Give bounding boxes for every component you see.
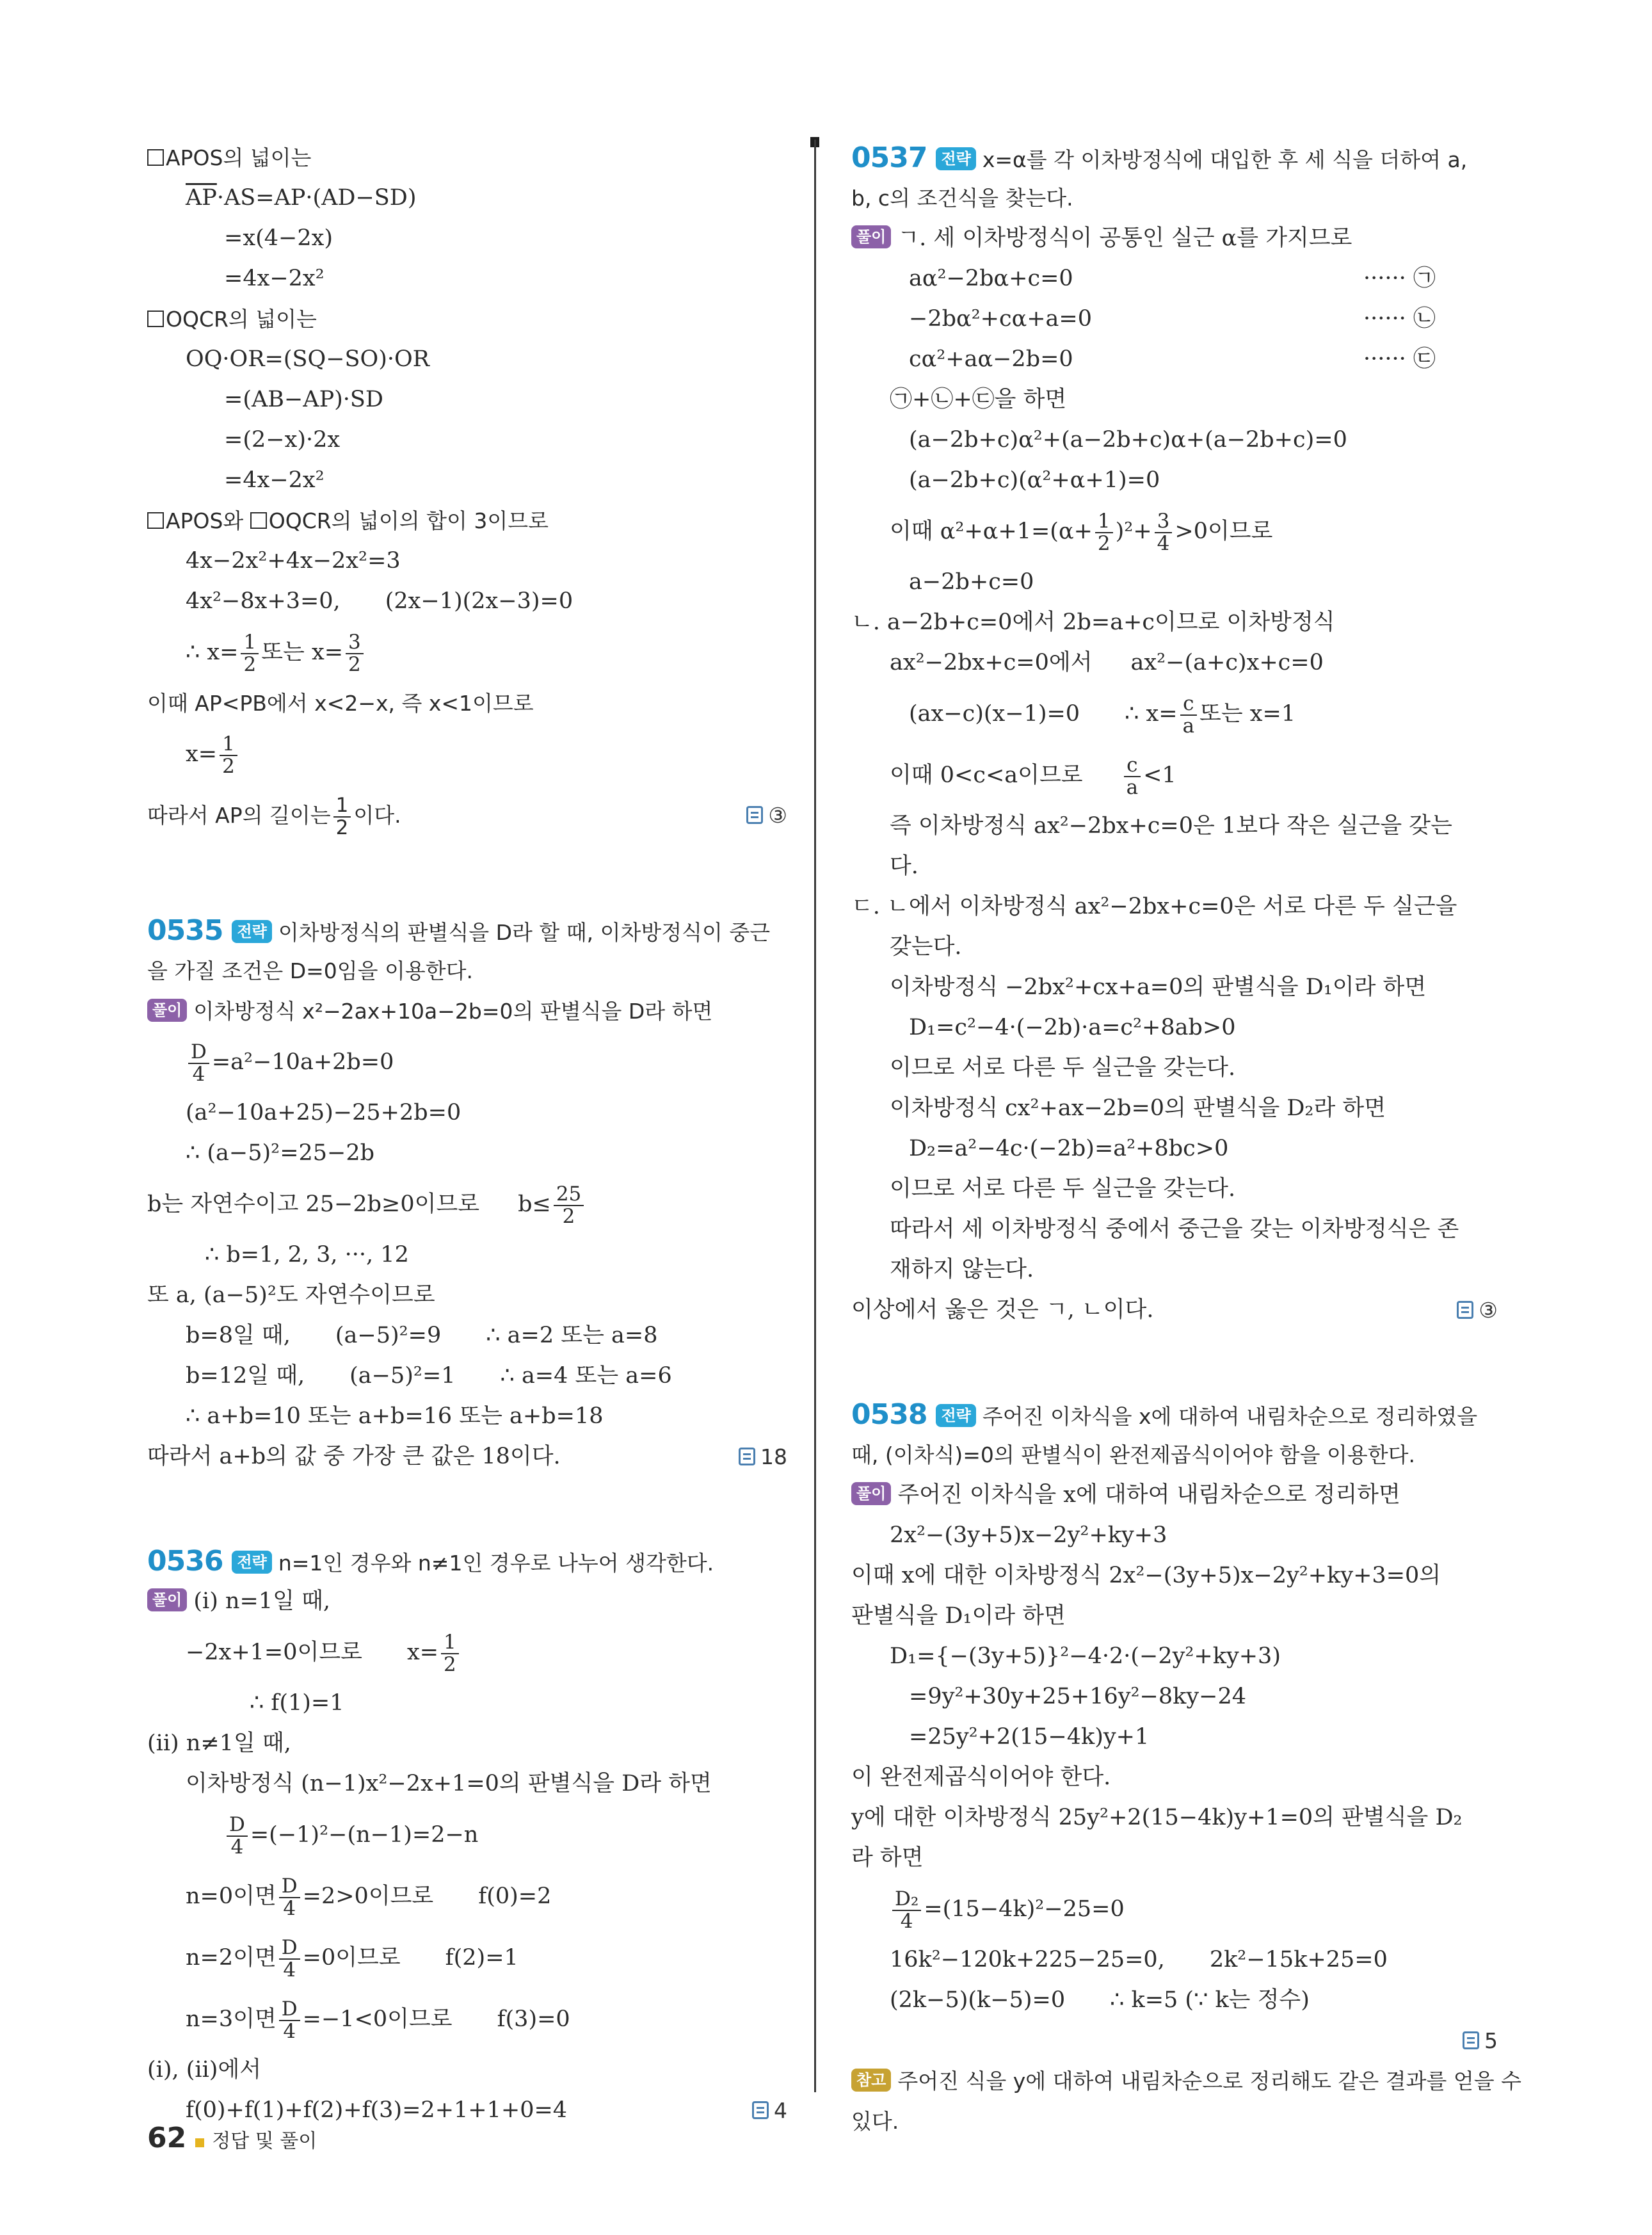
- apos-intro: APOS의 넓이는: [147, 138, 787, 178]
- equation-1: 4x−2x²+4x−2x²=3: [186, 548, 401, 574]
- problem-number: 0536: [147, 1545, 223, 1577]
- fraction: $\frac{D}{4}$: [227, 1814, 248, 1857]
- problem-number: 0538: [851, 1398, 927, 1431]
- problem-0536-sol-3: ∴ f(1)=1: [250, 1690, 344, 1716]
- problem-0537-sol-11: 즉 이차방정식 ax²−2bx+c=0은 1보다 작은 실근을 갖는: [890, 813, 1452, 839]
- problem-0538-sol-11: $\frac{\text{D₂}}{4}$ =(15−4k)²−25=0: [851, 1878, 1498, 1940]
- problem-0537-eq-3: cα²+aα−2b=0 ······ ㉢: [909, 346, 1436, 372]
- problem-0537-sol-21: 따라서 세 이차방정식 중에서 중근을 갖는 이차방정식은 존: [890, 1216, 1459, 1242]
- problem-0536-sol-4: (ii) n≠1일 때,: [147, 1731, 291, 1756]
- fraction: $\frac{1}{2}$: [1095, 511, 1113, 554]
- problem-0537-sol-1: 풀이 ㄱ. 세 이차방정식이 공통인 실근 α를 가지므로: [851, 218, 1498, 259]
- answer-0534: ③: [746, 785, 787, 846]
- problem-0538-sol-13: (2k−5)(k−5)=0 ∴ k=5 (∵ k는 정수): [890, 1987, 1310, 2013]
- fraction: $\frac{D}{4}$: [279, 1999, 300, 2042]
- solution-badge: 풀이: [851, 225, 891, 248]
- apos-line-3: =4x−2x²: [224, 266, 325, 291]
- fraction: $\frac{3}{2}$: [346, 632, 364, 675]
- strategy-badge: 전략: [232, 920, 271, 943]
- problem-0536-sol-5: 이차방정식 (n−1)x²−2x+1=0의 판별식을 D라 하면: [186, 1771, 712, 1796]
- problem-0537-strategy: 0537 전략 x=α를 각 이차방정식에 대입한 후 세 식을 더하여 a,: [851, 141, 1468, 174]
- problem-0537-sol-3: (a−2b+c)α²+(a−2b+c)α+(a−2b+c)=0: [909, 427, 1347, 453]
- conclusion-line: 따라서 AP의 길이는 $\frac{1}{2}$ 이다. ③: [147, 785, 787, 846]
- problem-0537-eq-2: −2bα²+cα+a=0 ······ ㉡: [909, 306, 1436, 332]
- fraction: $\frac{25}{2}$: [554, 1184, 584, 1227]
- problem-0537-sol-2: ㉠+㉡+㉢을 하면: [890, 387, 1067, 412]
- problem-0535-strategy: 0535 전략 이차방정식의 판별식을 D라 할 때, 이차방정식이 중근: [147, 914, 771, 947]
- problem-0536-sol-1: 풀이 (i) n=1일 때,: [147, 1581, 787, 1622]
- section-label: 정답 및 풀이: [212, 2130, 317, 2152]
- square-symbol-icon: [250, 512, 267, 529]
- column-divider: [814, 140, 816, 2092]
- strategy-badge: 전략: [936, 1404, 975, 1427]
- problem-0537-sol-8: ax²−2bx+c=0에서 ax²−(a+c)x+c=0: [890, 650, 1324, 675]
- answer-icon: [752, 2101, 769, 2119]
- problem-0536-sol-9: n=3이면 $\frac{D}{4}$ =−1<0이므로 f(3)=0: [186, 1997, 570, 2043]
- problem-0538-sol-7: =25y²+2(15−4k)y+1: [909, 1724, 1150, 1750]
- roots-line: ∴ x= $\frac{1}{2}$ 또는 x= $\frac{3}{2}$: [147, 622, 787, 683]
- solution-badge: 풀이: [147, 999, 187, 1022]
- apos-line-2: =x(4−2x): [224, 225, 333, 251]
- fraction: $\frac{1}{2}$: [241, 632, 259, 675]
- problem-0536-sol-10: (i), (ii)에서: [147, 2057, 262, 2083]
- problem-0535-sol-11: 따라서 a+b의 값 중 가장 큰 값은 18이다. 18: [147, 1437, 787, 1477]
- fraction: $\frac{1}{2}$: [220, 734, 237, 777]
- answer-0538: 5: [1463, 2021, 1498, 2061]
- problem-0536-sol-6: $\frac{D}{4}$ =(−1)²−(n−1)=2−n: [147, 1804, 787, 1866]
- fraction: $\frac{D}{4}$: [188, 1042, 209, 1085]
- problem-0535-sol-3: (a²−10a+25)−25+2b=0: [186, 1100, 461, 1126]
- right-column: [851, 138, 1522, 2142]
- left-column: [147, 138, 787, 2131]
- problem-0537-sol-22: 재하지 않는다.: [890, 1257, 1034, 1282]
- problem-0538-strategy: 0538 전략 주어진 이차식을 x에 대하여 내림차순으로 정리하였을: [851, 1398, 1478, 1431]
- problem-0538-sol-10: 라 하면: [851, 1845, 924, 1871]
- problem-0537-eq-1: aα²−2bα+c=0 ······ ㉠: [909, 266, 1436, 291]
- oqcr-line-1: OQ·OR=(SQ−SO)·OR: [186, 346, 430, 372]
- problem-0535-sol-7: 또 a, (a−5)²도 자연수이므로: [147, 1282, 435, 1308]
- problem-0536-strategy: 0536 전략 n=1인 경우와 n≠1인 경우로 나누어 생각한다.: [147, 1545, 714, 1577]
- fraction: $\frac{c}{a}$: [1180, 693, 1197, 736]
- problem-0535-sol-4: ∴ (a−5)²=25−2b: [186, 1140, 375, 1166]
- problem-0537-sol-12: 다.: [890, 853, 918, 879]
- problem-0538-sol-1: 풀이 주어진 이차식을 x에 대하여 내림차순으로 정리하면: [851, 1475, 1498, 1515]
- problem-0535-sol-1: 풀이 이차방정식 x²−2ax+10a−2b=0의 판별식을 D라 하면: [147, 991, 787, 1031]
- problem-number: 0537: [851, 141, 927, 174]
- problem-number: 0535: [147, 914, 223, 947]
- strategy-badge: 전략: [232, 1551, 271, 1574]
- problem-0538-sol-5: D₁={−(3y+5)}²−4·2·(−2y²+ky+3): [890, 1643, 1281, 1669]
- problem-0538-sol-8: 이 완전제곱식이어야 한다.: [851, 1764, 1111, 1790]
- fraction: $\frac{3}{4}$: [1155, 511, 1173, 554]
- problem-0537-sol-4: (a−2b+c)(α²+α+1)=0: [909, 467, 1160, 493]
- solution-badge: 풀이: [851, 1482, 891, 1505]
- problem-0535-strategy-cont: 을 가질 조건은 D=0임을 이용한다.: [147, 958, 474, 983]
- area-sum-intro: APOS와 OQCR의 넓이의 합이 3이므로: [147, 501, 787, 541]
- page-footer: [147, 2119, 317, 2158]
- problem-0535-sol-10: ∴ a+b=10 또는 a+b=16 또는 a+b=18: [186, 1403, 604, 1429]
- fraction: $\frac{1}{2}$: [441, 1632, 459, 1675]
- problem-0536-sol-2: −2x+1=0이므로 x= $\frac{1}{2}$: [147, 1622, 787, 1683]
- answer-icon: [1463, 2031, 1479, 2049]
- condition-line: 이때 AP<PB에서 x<2−x, 즉 x<1이므로: [147, 691, 534, 716]
- fraction: $\frac{1}{2}$: [333, 795, 351, 838]
- problem-0537-sol-14: 갖는다.: [890, 934, 962, 960]
- problem-0537-sol-18: 이차방정식 cx²+ax−2b=0의 판별식을 D₂라 하면: [890, 1095, 1386, 1121]
- fraction: $\frac{c}{a}$: [1124, 755, 1141, 798]
- problem-0538-sol-2: 2x²−(3y+5)x−2y²+ky+3: [890, 1522, 1167, 1548]
- square-bullet-icon: [195, 2138, 204, 2147]
- problem-0538-sol-4: 판별식을 D₁이라 하면: [851, 1603, 1066, 1629]
- apos-line-1: $\overline{AP}\cdot AS=AP\cdot(AD-SD)$: [186, 185, 417, 211]
- note-badge: 참고: [851, 2069, 891, 2092]
- problem-0535-sol-8: b=8일 때, (a−5)²=9 ∴ a=2 또는 a=8: [186, 1323, 658, 1348]
- square-symbol-icon: [147, 512, 164, 529]
- fraction: $\frac{D}{4}$: [279, 1876, 300, 1919]
- answer-0536: 4: [752, 2090, 787, 2131]
- problem-0535-sol-9: b=12일 때, (a−5)²=1 ∴ a=4 또는 a=6: [186, 1363, 672, 1389]
- solution-badge: 풀이: [147, 1588, 187, 1611]
- problem-0537-sol-9: (ax−c)(x−1)=0 ∴ x= $\frac{c}{a}$ 또는 x=1: [909, 691, 1296, 738]
- oqcr-line-3: =(2−x)·2x: [224, 427, 341, 453]
- problem-0536-sol-8: n=2이면 $\frac{D}{4}$ =0이므로 f(2)=1: [186, 1935, 518, 1981]
- problem-0537-sol-15: 이차방정식 −2bx²+cx+a=0의 판별식을 D₁이라 하면: [890, 974, 1427, 1000]
- problem-0537-sol-5: 이때 α²+α+1=(α+ $\frac{1}{2}$ )²+ $\frac{3}{4}$ >0이므로: [890, 509, 1273, 555]
- page-number: 62: [147, 2122, 187, 2154]
- problem-0537-strategy-cont: b, c의 조건식을 찾는다.: [851, 186, 1073, 211]
- problem-0538-note-2: 있다.: [851, 2109, 899, 2134]
- problem-0537-sol-10: 이때 0<c<a이므로 $\frac{c}{a}$ <1: [890, 753, 1176, 799]
- problem-0538-sol-3: 이때 x에 대한 이차방정식 2x²−(3y+5)x−2y²+ky+3=0의: [851, 1563, 1441, 1588]
- x-value-line: x= $\frac{1}{2}$: [147, 723, 787, 785]
- problem-0538-sol-12: 16k²−120k+225−25=0, 2k²−15k+25=0: [890, 1947, 1388, 1973]
- problem-0537-sol-7: ㄴ. a−2b+c=0에서 2b=a+c이므로 이차방정식: [851, 609, 1335, 635]
- problem-0537-sol-16: D₁=c²−4·(−2b)·a=c²+8ab>0: [909, 1015, 1236, 1040]
- problem-0535-sol-5: b는 자연수이고 25−2b≥0이므로 b≤ $\frac{25}{2}$: [147, 1174, 787, 1235]
- equation-2: 4x²−8x+3=0, (2x−1)(2x−3)=0: [186, 588, 573, 614]
- problem-0537-sol-13: ㄷ. ㄴ에서 이차방정식 ax²−2bx+c=0은 서로 다른 두 실근을: [851, 894, 1457, 919]
- problem-0538-strategy-cont: 때, (이차식)=0의 판별식이 완전제곱식이어야 함을 이용한다.: [851, 1442, 1416, 1467]
- problem-0536-sol-7: n=0이면 $\frac{D}{4}$ =2>0이므로 f(0)=2: [186, 1874, 552, 1920]
- answer-icon: [739, 1448, 755, 1465]
- answer-0535: 18: [739, 1437, 787, 1477]
- fraction: $\frac{\text{D₂}}{4}$: [892, 1889, 921, 1932]
- square-symbol-icon: [147, 149, 164, 166]
- oqcr-intro: OQCR의 넓이는: [147, 299, 787, 339]
- problem-0537-sol-6: a−2b+c=0: [909, 569, 1034, 595]
- problem-0537-sol-17: 이므로 서로 다른 두 실근을 갖는다.: [890, 1055, 1236, 1081]
- answer-icon: [746, 806, 763, 824]
- problem-0537-sol-19: D₂=a²−4c·(−2b)=a²+8bc>0: [909, 1136, 1229, 1161]
- square-symbol-icon: [147, 311, 164, 327]
- problem-0538-sol-9: y에 대한 이차방정식 25y²+2(15−4k)y+1=0의 판별식을 D₂: [851, 1805, 1463, 1830]
- answer-0537: ③: [1457, 1290, 1498, 1330]
- problem-0535-sol-2: $\frac{D}{4}$ =a²−10a+2b=0: [147, 1031, 787, 1093]
- answer-0538-row: [851, 2021, 1498, 2061]
- answer-icon: [1457, 1301, 1473, 1319]
- oqcr-line-2: =(AB−AP)·SD: [224, 387, 383, 412]
- problem-0537-sol-23: 이상에서 옳은 것은 ㄱ, ㄴ이다. ③: [851, 1290, 1498, 1330]
- problem-0536-sol-11: f(0)+f(1)+f(2)+f(3)=2+1+1+0=4 4: [147, 2090, 787, 2131]
- problem-0538-sol-6: =9y²+30y+25+16y²−8ky−24: [909, 1684, 1246, 1709]
- problem-0535-sol-6: ∴ b=1, 2, 3, ···, 12: [205, 1242, 409, 1268]
- problem-0537-sol-20: 이므로 서로 다른 두 실근을 갖는다.: [890, 1176, 1236, 1202]
- fraction: $\frac{D}{4}$: [279, 1937, 300, 1980]
- strategy-badge: 전략: [936, 147, 975, 170]
- oqcr-line-4: =4x−2x²: [224, 467, 325, 493]
- problem-0538-note-1: 참고 주어진 식을 y에 대하여 내림차순으로 정리해도 같은 결과를 얻을 수: [851, 2061, 1498, 2101]
